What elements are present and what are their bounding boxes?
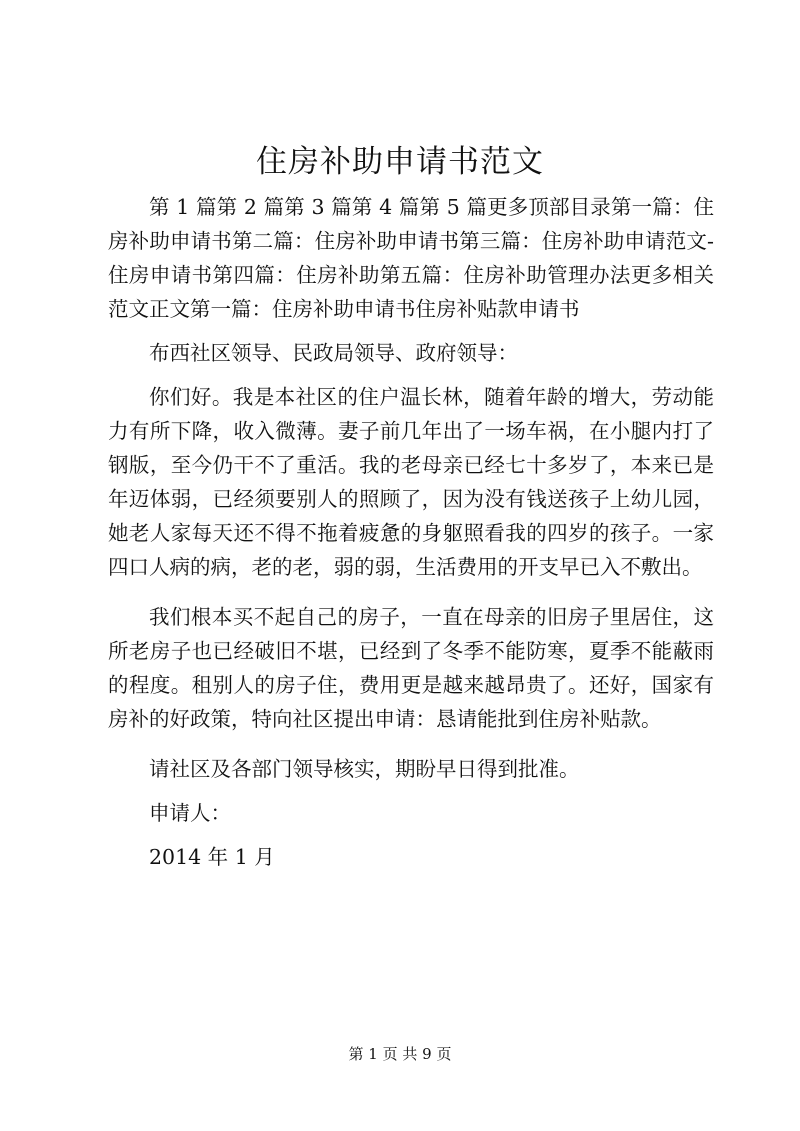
document-body [108, 190, 714, 884]
closing-paragraph: 请社区及各部门领导核实，期盼早日得到批准。 [149, 757, 580, 781]
document-title: 住房补助申请书范文 [256, 144, 544, 180]
salutation-paragraph: 布西社区领导、民政局领导、政府领导： [149, 341, 518, 365]
toc-paragraph: 第 1 篇第 2 篇第 3 篇第 4 篇第 5 篇更多顶部目录第一篇：住房补助申请书第二篇：住房补助申请书第三篇：住房补助申请范文-住房申请书第四篇：住房补助第五篇：住房补助管理办法更多相关范文正文第一篇：住房补助申请书住房补贴款申请书 [108, 195, 714, 321]
date-line: 2014 年 1 月 [149, 845, 275, 869]
page-number-footer: 第 1 页 共 9 页 [348, 1045, 452, 1063]
body-paragraph: 我们根本买不起自己的房子，一直在母亲的旧房子里居住，这所老房子也已经破旧不堪，已经到了冬季不能防寒，夏季不能蔽雨的程度。租别人的房子住，费用更是越来越昂贵了。还好，国家有房补的好政策，特向社区提出申请：恳请能批到住房补贴款。 [108, 605, 714, 731]
body-paragraph: 你们好。我是本社区的住户温长林，随着年龄的增大，劳动能力有所下降，收入微薄。妻子前几年出了一场车祸，在小腿内打了钢版，至今仍干不了重活。我的老母亲已经七十多岁了，本来已是年迈体弱，已经须要别人的照顾了，因为没有钱送孩子上幼儿园，她老人家每天还不得不拖着疲惫的身躯照看我的四岁的孩子。一家四口人病的病，老的老，弱的弱，生活费用的开支早已入不敷出。 [108, 385, 714, 579]
applicant-label: 申请人： [149, 801, 231, 825]
